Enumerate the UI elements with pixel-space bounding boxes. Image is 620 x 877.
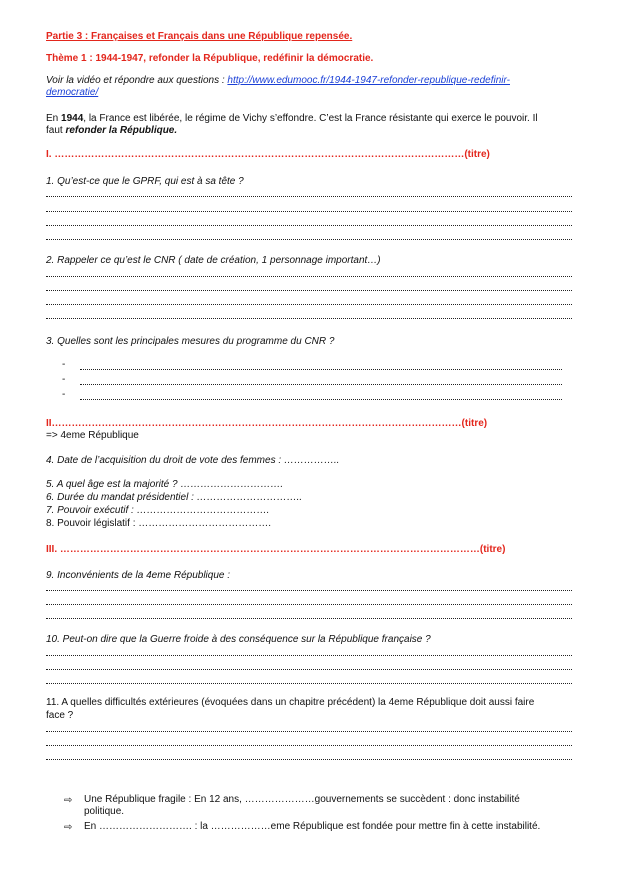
bullet-marker: - <box>62 374 66 385</box>
answer-line[interactable] <box>46 318 572 319</box>
answer-line[interactable] <box>46 590 572 591</box>
question-2: 2. Rappeler ce qu’est le CNR ( date de création, 1 personnage important…) <box>46 255 381 266</box>
section-1-heading: I. ……………………………………………………………………………………………………………(titre) <box>46 149 490 160</box>
question-5: 5. A quel âge est la majorité ? …………………………. <box>46 479 284 490</box>
question-4: 4. Date de l’acquisition du droit de vote des femmes : …………….. <box>46 455 340 466</box>
answer-line[interactable] <box>80 384 562 385</box>
answer-line[interactable] <box>46 669 572 670</box>
answer-line[interactable] <box>46 683 572 684</box>
answer-line[interactable] <box>46 731 572 732</box>
question-11: 11. A quelles difficultés extérieures (évoquées dans un chapitre précédent) la 4eme République doit aussi faire <box>46 697 535 708</box>
question-1: 1. Qu’est-ce que le GPRF, qui est à sa tête ? <box>46 176 244 187</box>
question-7: 7. Pouvoir exécutif : …………………………………. <box>46 505 270 516</box>
answer-line[interactable] <box>46 290 572 291</box>
video-instruction <box>46 75 510 87</box>
bullet-marker: - <box>62 389 66 400</box>
answer-line[interactable] <box>46 304 572 305</box>
intro-year: 1944 <box>61 113 84 124</box>
question-9: 9. Inconvénients de la 4eme République : <box>46 570 231 581</box>
answer-line[interactable] <box>46 618 572 619</box>
answer-line[interactable] <box>46 225 572 226</box>
intro-text: En <box>46 113 62 124</box>
question-8: 8. Pouvoir législatif : …………………………………. <box>46 518 272 529</box>
intro-paragraph-line1 <box>46 113 538 125</box>
part-title: Partie 3 : Françaises et Français dans une République repensée. <box>46 31 353 42</box>
answer-line[interactable] <box>80 399 562 400</box>
answer-line[interactable] <box>80 369 562 370</box>
theme-title: Thème 1 : 1944-1947, refonder la République, redéfinir la démocratie. <box>46 53 374 64</box>
answer-line[interactable] <box>46 655 572 656</box>
arrow-icon: ⇨ <box>64 795 73 806</box>
question-11-cont: face ? <box>46 710 74 721</box>
question-6: 6. Durée du mandat présidentiel : ………………………….. <box>46 492 303 503</box>
arrow-icon: ⇨ <box>64 822 73 833</box>
intro-text-cont: , la France est libérée, le régime de Vichy s’effondre. C’est la France résistante qui exerce le pouvoir. Il <box>83 113 538 124</box>
answer-line[interactable] <box>46 745 572 746</box>
conclusion-2: En ………………………. : la ………………eme République est fondée pour mettre fin à cette instabilité. <box>84 821 541 832</box>
conclusion-1: Une République fragile : En 12 ans, …………………gouvernements se succèdent : donc instabilité <box>84 794 520 805</box>
section-2-heading: II……………………………………………………………………………………………………………(titre) <box>46 418 488 429</box>
bullet-marker: - <box>62 359 66 370</box>
question-10: 10. Peut-on dire que la Guerre froide à des conséquence sur la République française ? <box>46 634 431 645</box>
video-link-continuation <box>46 87 98 99</box>
answer-line[interactable] <box>46 239 572 240</box>
intro-text-2: faut <box>46 125 66 136</box>
question-3: 3. Quelles sont les principales mesures du programme du CNR ? <box>46 336 335 347</box>
video-link-end[interactable]: democratie/ <box>46 87 99 98</box>
answer-line[interactable] <box>46 276 572 277</box>
conclusion-1-cont: politique. <box>84 806 125 817</box>
answer-line[interactable] <box>46 196 572 197</box>
answer-line[interactable] <box>46 759 572 760</box>
video-link[interactable]: http://www.edumooc.fr/1944-1947-refonder-republique-redefinir- <box>227 75 510 86</box>
section-2-subheading: => 4eme République <box>46 430 139 441</box>
section-3-heading: III. ………………………………………………………………………………………………………………(titre) <box>46 544 506 555</box>
video-intro-text: Voir la vidéo et répondre aux questions : <box>46 75 228 86</box>
intro-emphasis: refonder la République. <box>65 125 178 136</box>
answer-line[interactable] <box>46 604 572 605</box>
answer-line[interactable] <box>46 211 572 212</box>
intro-paragraph-line2 <box>46 125 177 137</box>
